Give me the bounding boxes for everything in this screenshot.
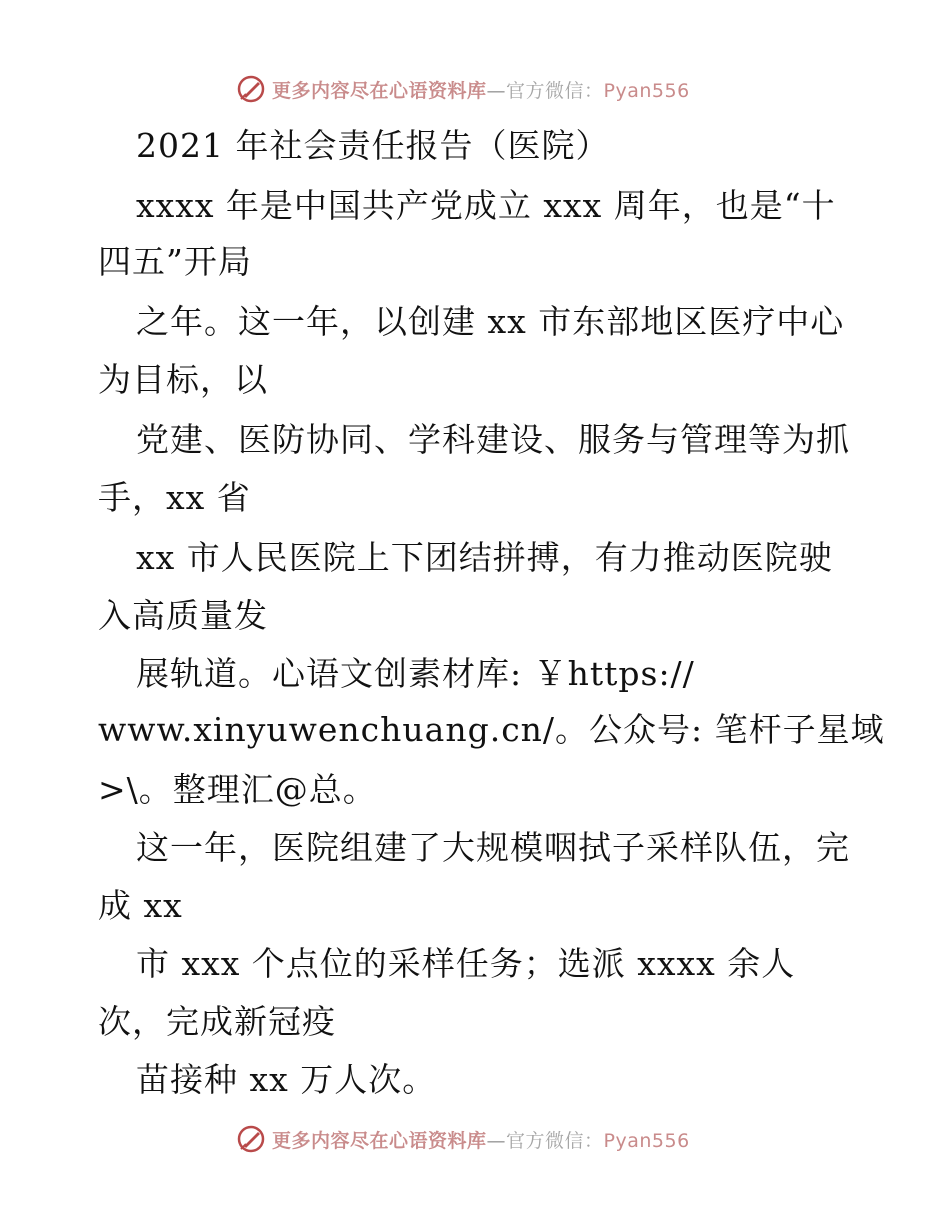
doc-title: 2021 年社会责任报告（医院） xyxy=(136,126,610,165)
watermark-header xyxy=(236,72,690,106)
watermark-wechat-id: Pyan556 xyxy=(603,1129,690,1152)
doc-line: 成 xx xyxy=(98,886,183,925)
watermark-main: 更多内容尽在心语资料库 xyxy=(272,1129,487,1152)
doc-line: xx 市人民医院上下团结拼搏，有力推动医院驶 xyxy=(136,538,833,577)
doc-line: 为目标，以 xyxy=(98,360,268,399)
watermark-text xyxy=(272,76,690,103)
watermark-footer xyxy=(236,1122,690,1156)
doc-line: 入高质量发 xyxy=(98,596,268,635)
watermark-official: 官方微信： xyxy=(506,1129,604,1152)
doc-line: 展轨道。心语文创素材库: ￥https:// xyxy=(136,654,695,693)
doc-line: 这一年，医院组建了大规模咽拭子采样队伍，完 xyxy=(136,828,850,867)
doc-line: 苗接种 xx 万人次。 xyxy=(136,1060,437,1099)
watermark-text xyxy=(272,1126,690,1153)
watermark-wechat-id: Pyan556 xyxy=(603,79,690,102)
doc-line: 市 xxx 个点位的采样任务；选派 xxxx 余人 xyxy=(136,944,796,983)
doc-line: 手，xx 省 xyxy=(98,478,251,517)
watermark-separator: — xyxy=(486,1129,507,1152)
doc-line: >\。整理汇@总。 xyxy=(98,770,377,809)
watermark-main: 更多内容尽在心语资料库 xyxy=(272,79,487,102)
watermark-separator: — xyxy=(486,79,507,102)
doc-line: 四五”开局 xyxy=(98,242,252,281)
doc-line: 之年。这一年，以创建 xx 市东部地区医疗中心 xyxy=(136,302,845,341)
quill-pen-circle-icon xyxy=(236,1124,266,1154)
doc-line: www.xinyuwenchuang.cn/。公众号: 笔杆子星域 xyxy=(98,710,885,749)
doc-line: 次，完成新冠疫 xyxy=(98,1002,336,1041)
watermark-official: 官方微信： xyxy=(506,79,604,102)
quill-pen-circle-icon xyxy=(236,74,266,104)
doc-line: xxxx 年是中国共产党成立 xxx 周年，也是“十 xyxy=(136,186,836,225)
doc-line: 党建、医防协同、学科建设、服务与管理等为抓 xyxy=(136,420,850,459)
